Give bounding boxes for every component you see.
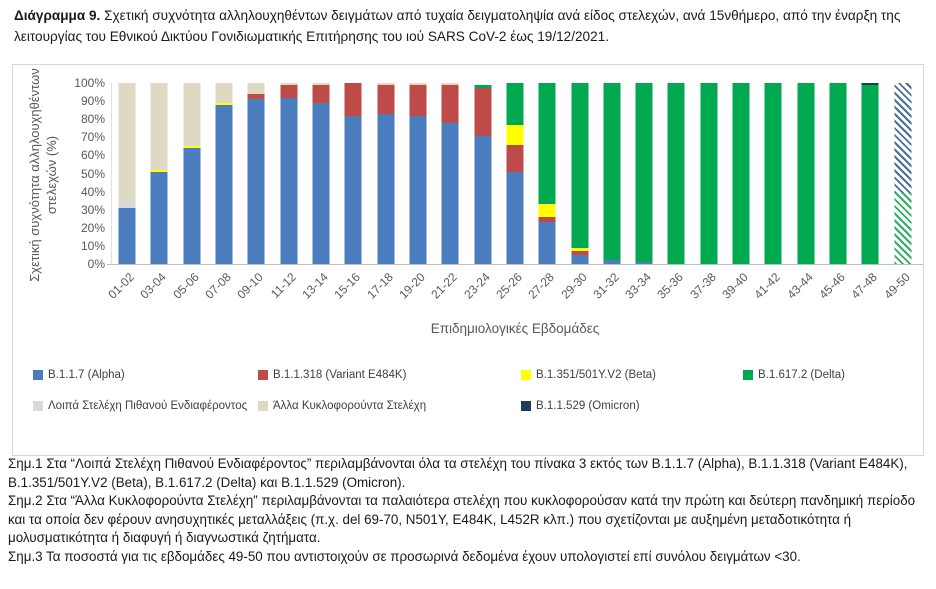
legend-item (258, 369, 521, 381)
bar-segment (636, 83, 653, 262)
bar-segment (442, 123, 459, 264)
x-axis-label: 19-20 (396, 270, 428, 302)
bar-segment (248, 83, 265, 94)
bar-stack (862, 83, 879, 264)
bar-stack (345, 83, 362, 264)
legend-swatch-icon (521, 370, 531, 380)
bar-slot-11-12 (267, 83, 305, 301)
legend-swatch-icon (258, 401, 268, 411)
bar-slot-03-04 (137, 83, 175, 302)
footnote-3: Σημ.3 Τα ποσοστά για τις εβδομάδες 49-50 που αντιστοιχούν σε προσωρινά δεδομένα έχουν υπολογιστεί επί συνόλου δειγμάτων <30. (8, 548, 801, 564)
y-tick-label: 100% (74, 76, 105, 90)
bar-segment (830, 83, 847, 264)
bar-segment (216, 83, 233, 103)
bar-slot-17-18 (363, 83, 402, 302)
bar-segment (183, 83, 200, 146)
y-tick-label: 60% (80, 148, 105, 163)
bar-stack (474, 83, 491, 264)
x-axis-label: 25-26 (493, 270, 525, 302)
bar-segment (345, 116, 362, 264)
bar-slot-41-42 (751, 83, 789, 302)
x-axis-label: 35-36 (654, 270, 687, 302)
y-tick-label: 50% (80, 166, 105, 181)
caption-text: Σχετική συχνότητα αλληλουχηθέντων δειγμάτων από τυχαία δειγματοληψία ανά είδος στελεχών, ανά 15νθήμερο, από την έναρξη της λειτουργίας του Εθνικού Δικτύου Γονιδιωματικής Επιτήρησης του ιού SARS CoV-2 έως 19/12/2021. (14, 8, 901, 44)
x-axis-label: 01-02 (105, 270, 138, 302)
bar-segment (474, 136, 491, 265)
legend-swatch-icon (521, 401, 531, 411)
bar-segment (539, 204, 556, 217)
x-axis-label: 49-50 (880, 270, 913, 302)
y-axis-title-wrap (15, 68, 71, 282)
bar-segment (151, 83, 168, 170)
bar-segment (506, 145, 523, 172)
legend-item (258, 400, 521, 412)
bar-segment (280, 85, 297, 98)
x-axis-label: 47-48 (848, 270, 881, 302)
bar-segment (894, 193, 911, 264)
bar-stack (797, 83, 814, 264)
x-axis-label: 15-16 (331, 270, 364, 302)
legend-label: B.1.351/501Y.V2 (Beta) (536, 369, 656, 381)
legend-label: B.1.1.318 (Variant E484K) (273, 369, 407, 381)
y-tick-label: 20% (80, 220, 105, 235)
bar-segment (700, 83, 717, 264)
bar-segment (119, 201, 136, 208)
x-axis-label: 11-12 (267, 270, 299, 301)
bar-segment (506, 125, 523, 145)
bar-segment (571, 83, 588, 248)
bar-stack (409, 83, 426, 264)
bar-segment (119, 208, 136, 264)
bar-slot-33-34 (622, 83, 660, 302)
legend-label: Άλλα Κυκλοφορούντα Στελέχη (273, 400, 427, 412)
x-axis-title: Επιδημιολογικές Εβδομάδες (430, 321, 600, 336)
bar-slot-05-06 (170, 83, 208, 302)
legend-item (521, 400, 743, 412)
x-axis-label: 41-42 (751, 270, 784, 302)
x-axis-label: 43-44 (784, 270, 816, 302)
y-tick-label: 0% (87, 257, 105, 271)
bar-stack (894, 83, 911, 264)
legend-swatch-icon (258, 370, 268, 380)
bar-stack (733, 83, 750, 264)
legend (33, 369, 913, 412)
x-axis-label: 13-14 (299, 270, 331, 302)
x-axis-label: 21-22 (428, 270, 461, 302)
bar-stack (765, 83, 782, 264)
bar-stack (183, 83, 200, 264)
y-tick-label: 90% (80, 94, 105, 109)
chart-caption (14, 5, 926, 47)
bar-stack (603, 83, 620, 264)
bar-segment (474, 88, 491, 135)
bar-slot-27-28 (525, 83, 563, 302)
bar-segment (733, 83, 750, 264)
bar-segment (539, 83, 556, 204)
bar-slot-45-46 (816, 83, 854, 302)
bar-slot-09-10 (234, 83, 272, 302)
x-axis-label: 23-24 (460, 270, 493, 302)
bar-stack (280, 83, 297, 264)
bar-segment (377, 114, 394, 264)
x-axis-label: 09-10 (234, 270, 267, 302)
x-axis-label: 37-38 (687, 270, 719, 302)
bar-stack (377, 83, 394, 264)
caption-number: Διάγραμμα 9. (14, 8, 101, 23)
legend-label: B.1.1.7 (Alpha) (48, 369, 125, 381)
bar-segment (280, 98, 297, 265)
bar-segment (797, 83, 814, 264)
bar-segment (506, 172, 523, 264)
footnote-2: Σημ.2 Στα “Άλλα Κυκλοφορούντα Στελέχη” περιλαμβάνονται τα παλαιότερα στελέχη που κυκλοφορούσαν κατά την πρώτη και δεύτερη πανδημική περίοδο και τα οποία δεν φέρουν ανησυχητικές μεταλλάξεις (π.χ. del 69-70, N501Y, E484K, L452R κλπ.) που σχετίζονται με αυξημένη μεταδοτικότητα ή μολυσματικότητα ή διαφυγή ή διαγνωστικά ζητήματα. (8, 493, 916, 546)
y-tick-label: 40% (80, 184, 105, 199)
x-axis-line (107, 264, 923, 265)
bar-stack (119, 83, 136, 264)
y-tick-label: 30% (80, 202, 105, 217)
bar-slot-07-08 (202, 83, 240, 302)
y-axis-title-line: στελεχών (%) (44, 135, 59, 215)
legend-item (33, 400, 258, 412)
x-axis-label: 07-08 (202, 270, 234, 302)
bar-stack (830, 83, 847, 264)
bar-segment (183, 148, 200, 264)
bar-stack (442, 83, 459, 264)
legend-swatch-icon (33, 401, 43, 411)
x-axis-label: 05-06 (170, 270, 202, 302)
legend-label: B.1.1.529 (Omicron) (536, 400, 640, 412)
bar-slot-47-48 (848, 83, 886, 302)
chart-area (12, 64, 924, 456)
bar-segment (345, 83, 362, 116)
y-tick-label: 80% (80, 112, 105, 127)
bar-slot-25-26 (493, 83, 531, 302)
plot-area (105, 83, 919, 302)
legend-item (33, 369, 258, 381)
x-axis-label: 39-40 (719, 270, 751, 302)
bar-segment (377, 85, 394, 114)
bar-stack (216, 83, 233, 264)
bar-stack (151, 83, 168, 264)
bar-segment (409, 116, 426, 264)
y-tick-label: 70% (80, 130, 105, 145)
y-tick-label: 10% (80, 238, 105, 253)
bar-segment (442, 85, 459, 123)
bar-stack (571, 83, 588, 264)
footnotes (8, 455, 932, 567)
bar-segment (894, 83, 911, 193)
bar-segment (119, 83, 136, 201)
bar-slot-39-40 (719, 83, 757, 302)
x-axis-label: 27-28 (525, 270, 558, 302)
bar-segment (216, 105, 233, 264)
bar-slot-35-36 (654, 83, 692, 302)
bar-slot-49-50 (880, 83, 919, 302)
footnote-1: Σημ.1 Στα “Λοιπά Στελέχη Πιθανού Ενδιαφέροντος” περιλαμβάνονται όλα τα στελέχη του πίνακα 3 εκτός των B.1.1.7 (Alpha), B.1.1.318 (Variant E484K), B.1.351/501Y.V2 (Beta), B.1.617.2 (Delta) και B.1.1.529 (Omicron). (8, 456, 908, 490)
y-axis-title (26, 68, 60, 282)
bar-slot-13-14 (299, 83, 337, 302)
y-axis-ticks (69, 76, 107, 271)
legend-item (743, 369, 913, 381)
bar-segment (506, 83, 523, 125)
bar-stack (506, 83, 523, 264)
bar-segment (571, 255, 588, 264)
x-axis-label: 17-18 (363, 270, 396, 302)
bar-slot-01-02 (105, 83, 143, 302)
bar-stack (700, 83, 717, 264)
y-axis-title-line: Σχετική συχνότητα αλληλουχηθέντων (27, 68, 42, 282)
bar-slot-23-24 (460, 83, 498, 302)
x-axis-label: 45-46 (816, 270, 848, 302)
bar-slot-21-22 (428, 83, 466, 302)
bar-stack (248, 83, 265, 264)
bar-slot-15-16 (331, 83, 369, 302)
bar-segment (603, 83, 620, 260)
bar-segment (539, 222, 556, 264)
bar-segment (668, 83, 685, 264)
bar-segment (248, 99, 265, 264)
bar-segment (862, 85, 879, 264)
x-axis-label: 03-04 (137, 270, 170, 302)
bar-segment (765, 83, 782, 264)
bar-slot-29-30 (557, 83, 595, 302)
legend-item (521, 369, 743, 381)
x-axis-label: 33-34 (622, 270, 655, 302)
bar-slot-31-32 (590, 83, 628, 302)
bar-stack (636, 83, 653, 264)
x-axis-label: 29-30 (557, 270, 590, 302)
bar-stack (539, 83, 556, 264)
bar-stack (668, 83, 685, 264)
x-axis-label: 31-32 (590, 270, 622, 302)
bar-slot-19-20 (396, 83, 434, 302)
bar-segment (313, 103, 330, 264)
bar-slot-37-38 (687, 83, 725, 302)
legend-swatch-icon (743, 370, 753, 380)
legend-label: Λοιπά Στελέχη Πιθανού Ενδιαφέροντος (48, 400, 248, 412)
bar-segment (313, 85, 330, 103)
bar-slot-43-44 (784, 83, 822, 302)
bar-segment (151, 172, 168, 264)
legend-label: B.1.617.2 (Delta) (758, 369, 845, 381)
legend-swatch-icon (33, 370, 43, 380)
bar-stack (313, 83, 330, 264)
bar-segment (409, 85, 426, 116)
